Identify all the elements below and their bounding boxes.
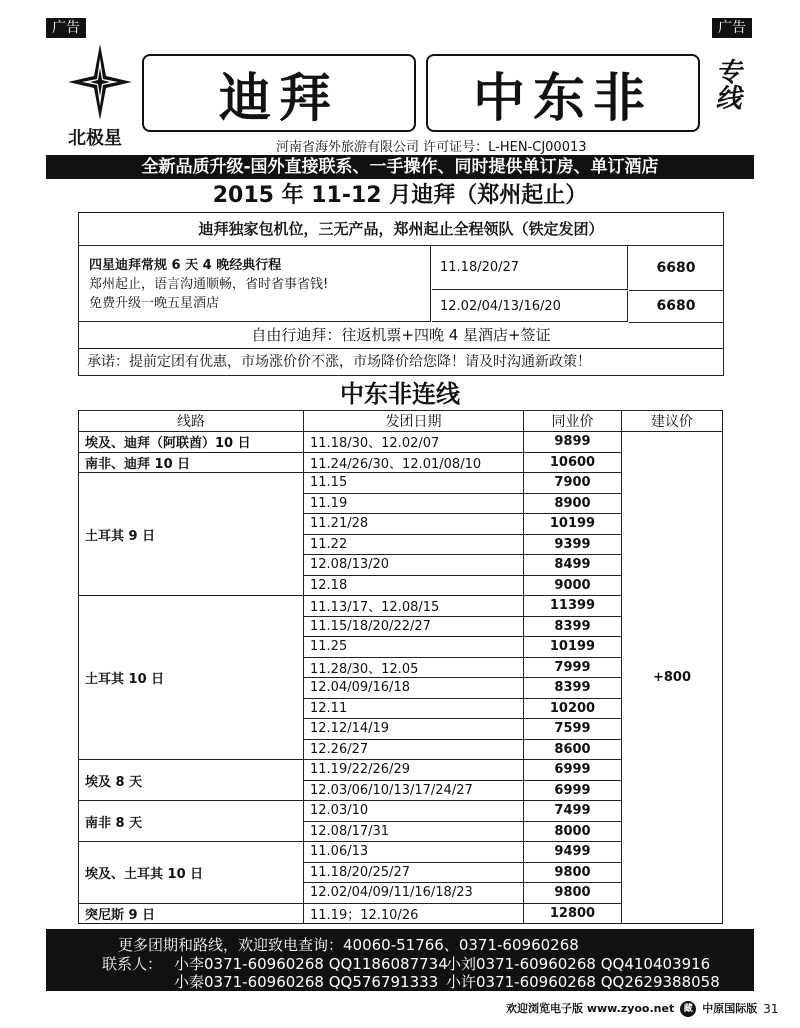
price-cell: 7599 xyxy=(524,719,622,740)
brand-logo xyxy=(66,42,134,122)
mideast-heading: 中东非连线 xyxy=(340,380,460,408)
price-cell: 8399 xyxy=(524,678,622,699)
title-special-line: 专线 xyxy=(711,58,741,110)
table-row xyxy=(79,432,723,453)
title-dubai: 迪拜 xyxy=(142,54,416,132)
brand-name: 北极星 xyxy=(68,128,122,149)
date-cell: 11.15 xyxy=(304,473,524,494)
price-cell: 7999 xyxy=(524,657,622,678)
price-cell: 8000 xyxy=(524,821,622,842)
date-cell: 11.18/30、12.02/07 xyxy=(304,432,524,453)
date-cell: 12.26/27 xyxy=(304,739,524,760)
dubai-date-2: 12.02/04/13/16/20 xyxy=(432,291,628,322)
price-cell: 8600 xyxy=(524,739,622,760)
publication-name: 中原国际版 xyxy=(702,1002,758,1015)
inquiry-line: 更多团期和路线，欢迎致电查询：40060-51766、0371-60960268 xyxy=(118,936,579,954)
route-cell: 埃及、土耳其 10 日 xyxy=(79,842,304,904)
price-cell: 10199 xyxy=(524,514,622,535)
price-cell: 7499 xyxy=(524,801,622,822)
price-cell: 8900 xyxy=(524,493,622,514)
publication-logo-icon: 藏 xyxy=(680,1001,696,1017)
free-travel: 自由行迪拜：往返机票+四晚 4 星酒店+签证 xyxy=(79,323,723,349)
table-header xyxy=(79,411,723,432)
dubai-heading: 2015 年 11-12 月迪拜（郑州起止） xyxy=(212,183,588,208)
date-cell: 12.08/13/20 xyxy=(304,555,524,576)
price-cell: 9899 xyxy=(524,432,622,453)
date-cell: 12.18 xyxy=(304,575,524,596)
col-header-date: 发团日期 xyxy=(304,411,524,432)
price-cell: 9000 xyxy=(524,575,622,596)
price-promise: 承诺：提前定团有优惠，市场涨价价不涨，市场降价给您降！请及时沟通新政策！ xyxy=(87,354,591,370)
route-cell: 突尼斯 9 日 xyxy=(79,903,304,924)
contact-xu: 小许0371-60960268 QQ2629388058 xyxy=(446,973,720,991)
price-cell: 12800 xyxy=(524,903,622,924)
page-footer xyxy=(506,1000,779,1018)
product-title: 四星迪拜常规 6 天 4 晚经典行程 xyxy=(89,258,282,273)
route-cell: 埃及 8 天 xyxy=(79,760,304,801)
title-mideast-africa: 中东非 xyxy=(426,54,700,132)
route-table xyxy=(78,410,723,924)
price-cell: 10600 xyxy=(524,452,622,473)
dubai-price-2: 6680 xyxy=(629,291,723,323)
date-cell: 11.22 xyxy=(304,534,524,555)
dubai-price-1: 6680 xyxy=(629,246,723,291)
price-cell: 11399 xyxy=(524,596,622,617)
price-cell: 10199 xyxy=(524,637,622,658)
price-cell: 6999 xyxy=(524,760,622,781)
route-cell: 埃及、迪拜（阿联酋）10 日 xyxy=(79,432,304,453)
price-cell: 9800 xyxy=(524,862,622,883)
price-cell: 8499 xyxy=(524,555,622,576)
date-cell: 11.06/13 xyxy=(304,842,524,863)
page-number: 31 xyxy=(763,1002,779,1016)
date-cell: 11.18/20/25/27 xyxy=(304,862,524,883)
route-cell: 土耳其 10 日 xyxy=(79,596,304,760)
date-cell: 11.21/28 xyxy=(304,514,524,535)
date-cell: 12.11 xyxy=(304,698,524,719)
ad-label-right: 广告 xyxy=(712,18,752,38)
price-cell: 9499 xyxy=(524,842,622,863)
dubai-section xyxy=(78,212,724,376)
date-cell: 11.13/17、12.08/15 xyxy=(304,596,524,617)
route-cell: 南非、迪拜 10 日 xyxy=(79,452,304,473)
product-desc-1: 郑州起止，语言沟通顺畅，省时省事省钱! xyxy=(89,277,329,292)
route-cell: 土耳其 9 日 xyxy=(79,473,304,596)
date-cell: 11.24/26/30、12.01/08/10 xyxy=(304,452,524,473)
date-cell: 12.02/04/09/11/16/18/23 xyxy=(304,883,524,904)
date-cell: 11.19/22/26/29 xyxy=(304,760,524,781)
price-cell: 8399 xyxy=(524,616,622,637)
dubai-subheading: 迪拜独家包机位，三无产品，郑州起止全程领队（铁定发团） xyxy=(79,213,723,246)
date-cell: 12.03/10 xyxy=(304,801,524,822)
contact-liu: 小刘0371-60960268 QQ410403916 xyxy=(446,955,711,973)
date-cell: 11.19；12.10/26 xyxy=(304,903,524,924)
price-cell: 10200 xyxy=(524,698,622,719)
suggested-price-cell: +800 xyxy=(622,432,723,924)
north-star-icon xyxy=(66,42,134,122)
contact-footer xyxy=(46,929,754,991)
col-header-route: 线路 xyxy=(79,411,304,432)
ad-label-left: 广告 xyxy=(46,18,86,38)
price-cell: 9399 xyxy=(524,534,622,555)
product-desc-2: 免费升级一晚五星酒店 xyxy=(89,296,220,311)
col-header-trade-price: 同业价 xyxy=(524,411,622,432)
date-cell: 12.12/14/19 xyxy=(304,719,524,740)
date-cell: 12.03/06/10/13/17/24/27 xyxy=(304,780,524,801)
dubai-product xyxy=(79,246,431,322)
date-cell: 12.08/17/31 xyxy=(304,821,524,842)
date-cell: 11.15/18/20/22/27 xyxy=(304,616,524,637)
date-cell: 11.25 xyxy=(304,637,524,658)
col-header-suggested-price: 建议价 xyxy=(622,411,723,432)
contacts-label: 联系人： xyxy=(102,955,163,973)
dubai-date-1: 11.18/20/27 xyxy=(432,246,628,290)
contact-li: 小李0371-60960268 QQ1186087734 xyxy=(174,955,448,973)
price-cell: 6999 xyxy=(524,780,622,801)
date-cell: 11.28/30、12.05 xyxy=(304,657,524,678)
contact-qin: 小秦0371-60960268 QQ576791333 xyxy=(174,973,439,991)
route-cell: 南非 8 天 xyxy=(79,801,304,842)
site-text: 欢迎浏览电子版 www.zyoo.net xyxy=(506,1002,675,1015)
price-cell: 9800 xyxy=(524,883,622,904)
quality-banner: 全新品质升级-国外直接联系、一手操作、同时提供单订房、单订酒店 xyxy=(46,155,754,179)
company-license: 河南省海外旅游有限公司 许可证号：L-HEN-CJ00013 xyxy=(276,140,587,155)
price-cell: 7900 xyxy=(524,473,622,494)
date-cell: 11.19 xyxy=(304,493,524,514)
date-cell: 12.04/09/16/18 xyxy=(304,678,524,699)
